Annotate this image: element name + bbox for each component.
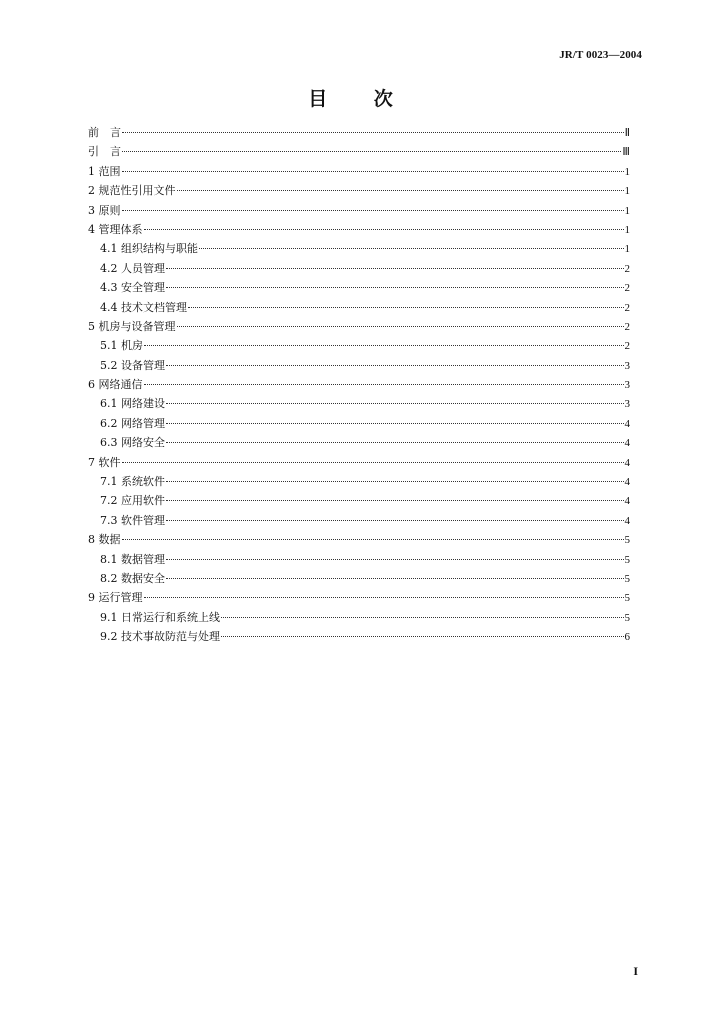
toc-entry [88,491,630,510]
toc-entry-label: 7.1 系统软件 [100,475,165,489]
toc-leader-dots [122,170,624,172]
toc-leader-dots [122,538,624,540]
toc-entry-page: 4 [624,476,630,489]
toc-leader-dots [177,325,624,327]
toc-entry [88,162,630,181]
toc-leader-dots [166,558,624,560]
toc-entry-page: 2 [624,262,630,275]
toc-entry-page: 5 [624,534,630,547]
toc-entry-label: 4.1 组织结构与职能 [100,242,198,256]
toc-leader-dots [166,480,624,482]
toc-entry [88,550,630,569]
toc-entry-label: 2 规范性引用文件 [88,184,176,198]
page-title: 目 次 [308,88,413,110]
toc-leader-dots [166,364,624,366]
toc-entry [88,394,630,413]
toc-leader-dots [166,499,624,501]
toc-leader-dots [166,286,624,288]
toc-entry-label: 7.3 软件管理 [100,513,165,527]
toc-entry [88,259,630,278]
toc-entry-label: 7 软件 [88,455,121,469]
toc-entry-label: 8.1 数据管理 [100,552,165,566]
toc-entry [88,530,630,549]
toc-entry [88,123,630,142]
toc-entry [88,375,630,394]
toc-entry-label: 9.2 技术事故防范与处理 [100,630,220,644]
toc-entry-page: 4 [624,437,630,450]
toc-leader-dots [122,461,624,463]
toc-entry [88,511,630,530]
toc-leader-dots [166,577,624,579]
toc-entry [88,181,630,200]
toc-entry-page: 5 [624,553,630,566]
toc-entry-page: 4 [624,456,630,469]
toc-entry-page: 1 [624,165,630,178]
toc-entry-label: 9 运行管理 [88,591,143,605]
standard-code: JR/T 0023—2004 [559,49,642,61]
toc-entry-page: 1 [624,204,630,217]
toc-entry [88,201,630,220]
toc-leader-dots [122,150,621,152]
toc-entry-page: 5 [624,611,630,624]
toc-entry [88,414,630,433]
toc-entry-page: 1 [624,185,630,198]
toc-entry [88,472,630,491]
toc-entry [88,588,630,607]
toc-entry-label: 4 管理体系 [88,222,143,236]
toc-leader-dots [166,422,624,424]
toc-leader-dots [177,189,624,191]
toc-leader-dots [166,441,624,443]
toc-entry-label: 4.3 安全管理 [100,281,165,295]
toc-entry-page: 2 [624,340,630,353]
toc-entry [88,627,630,646]
toc-entry-page: Ⅱ [624,127,630,139]
toc-leader-dots [166,519,624,521]
toc-entry-label: 5 机房与设备管理 [88,319,176,333]
toc-leader-dots [144,344,624,346]
toc-entry-page: 4 [624,417,630,430]
toc-entry-page: 4 [624,495,630,508]
toc-entry-page: Ⅲ [622,146,630,159]
toc-entry-label: 8.2 数据安全 [100,571,165,585]
toc-entry-page: 2 [624,301,630,314]
toc-entry [88,278,630,297]
toc-entry-page: 4 [624,514,630,527]
toc-entry [88,142,630,161]
toc-entry [88,569,630,588]
toc-entry-page: 5 [624,572,630,585]
toc-entry-label: 3 原则 [88,203,121,217]
toc-entry-page: 1 [624,223,630,236]
toc-entry-page: 3 [624,359,630,372]
toc-entry-label: 前 言 [88,126,121,139]
toc-entry [88,356,630,375]
toc-leader-dots [166,267,624,269]
toc-entry [88,453,630,472]
toc-leader-dots [122,131,624,133]
toc-entry-label: 6.3 网络安全 [100,436,165,450]
toc-entry [88,336,630,355]
toc-leader-dots [221,616,624,618]
table-of-contents [88,123,630,647]
toc-entry-label: 9.1 日常运行和系统上线 [100,610,220,624]
toc-leader-dots [144,596,624,598]
toc-entry-label: 4.4 技术文档管理 [100,300,187,314]
toc-entry-page: 6 [624,631,630,644]
toc-entry [88,317,630,336]
toc-entry-page: 5 [624,592,630,605]
toc-entry-page: 1 [624,243,630,256]
page-number: I [633,964,638,978]
toc-entry [88,220,630,239]
toc-entry-page: 2 [624,282,630,295]
toc-leader-dots [199,247,624,249]
toc-entry-label: 5.2 设备管理 [100,358,165,372]
toc-entry-label: 5.1 机房 [100,339,143,353]
toc-entry-label: 4.2 人员管理 [100,261,165,275]
toc-entry [88,608,630,627]
toc-entry-label: 引 言 [88,145,121,159]
toc-leader-dots [221,635,624,637]
toc-leader-dots [122,209,624,211]
toc-entry-label: 6.1 网络建设 [100,397,165,411]
toc-entry-page: 3 [624,398,630,411]
toc-entry [88,298,630,317]
toc-leader-dots [144,383,624,385]
toc-leader-dots [188,306,624,308]
toc-entry-page: 2 [624,320,630,333]
toc-entry [88,433,630,452]
toc-entry-label: 7.2 应用软件 [100,494,165,508]
toc-leader-dots [166,402,624,404]
toc-entry [88,239,630,258]
toc-entry-page: 3 [624,379,630,392]
toc-leader-dots [144,228,624,230]
toc-entry-label: 8 数据 [88,533,121,547]
toc-entry-label: 6.2 网络管理 [100,416,165,430]
toc-entry-label: 1 范围 [88,164,121,178]
toc-entry-label: 6 网络通信 [88,378,143,392]
